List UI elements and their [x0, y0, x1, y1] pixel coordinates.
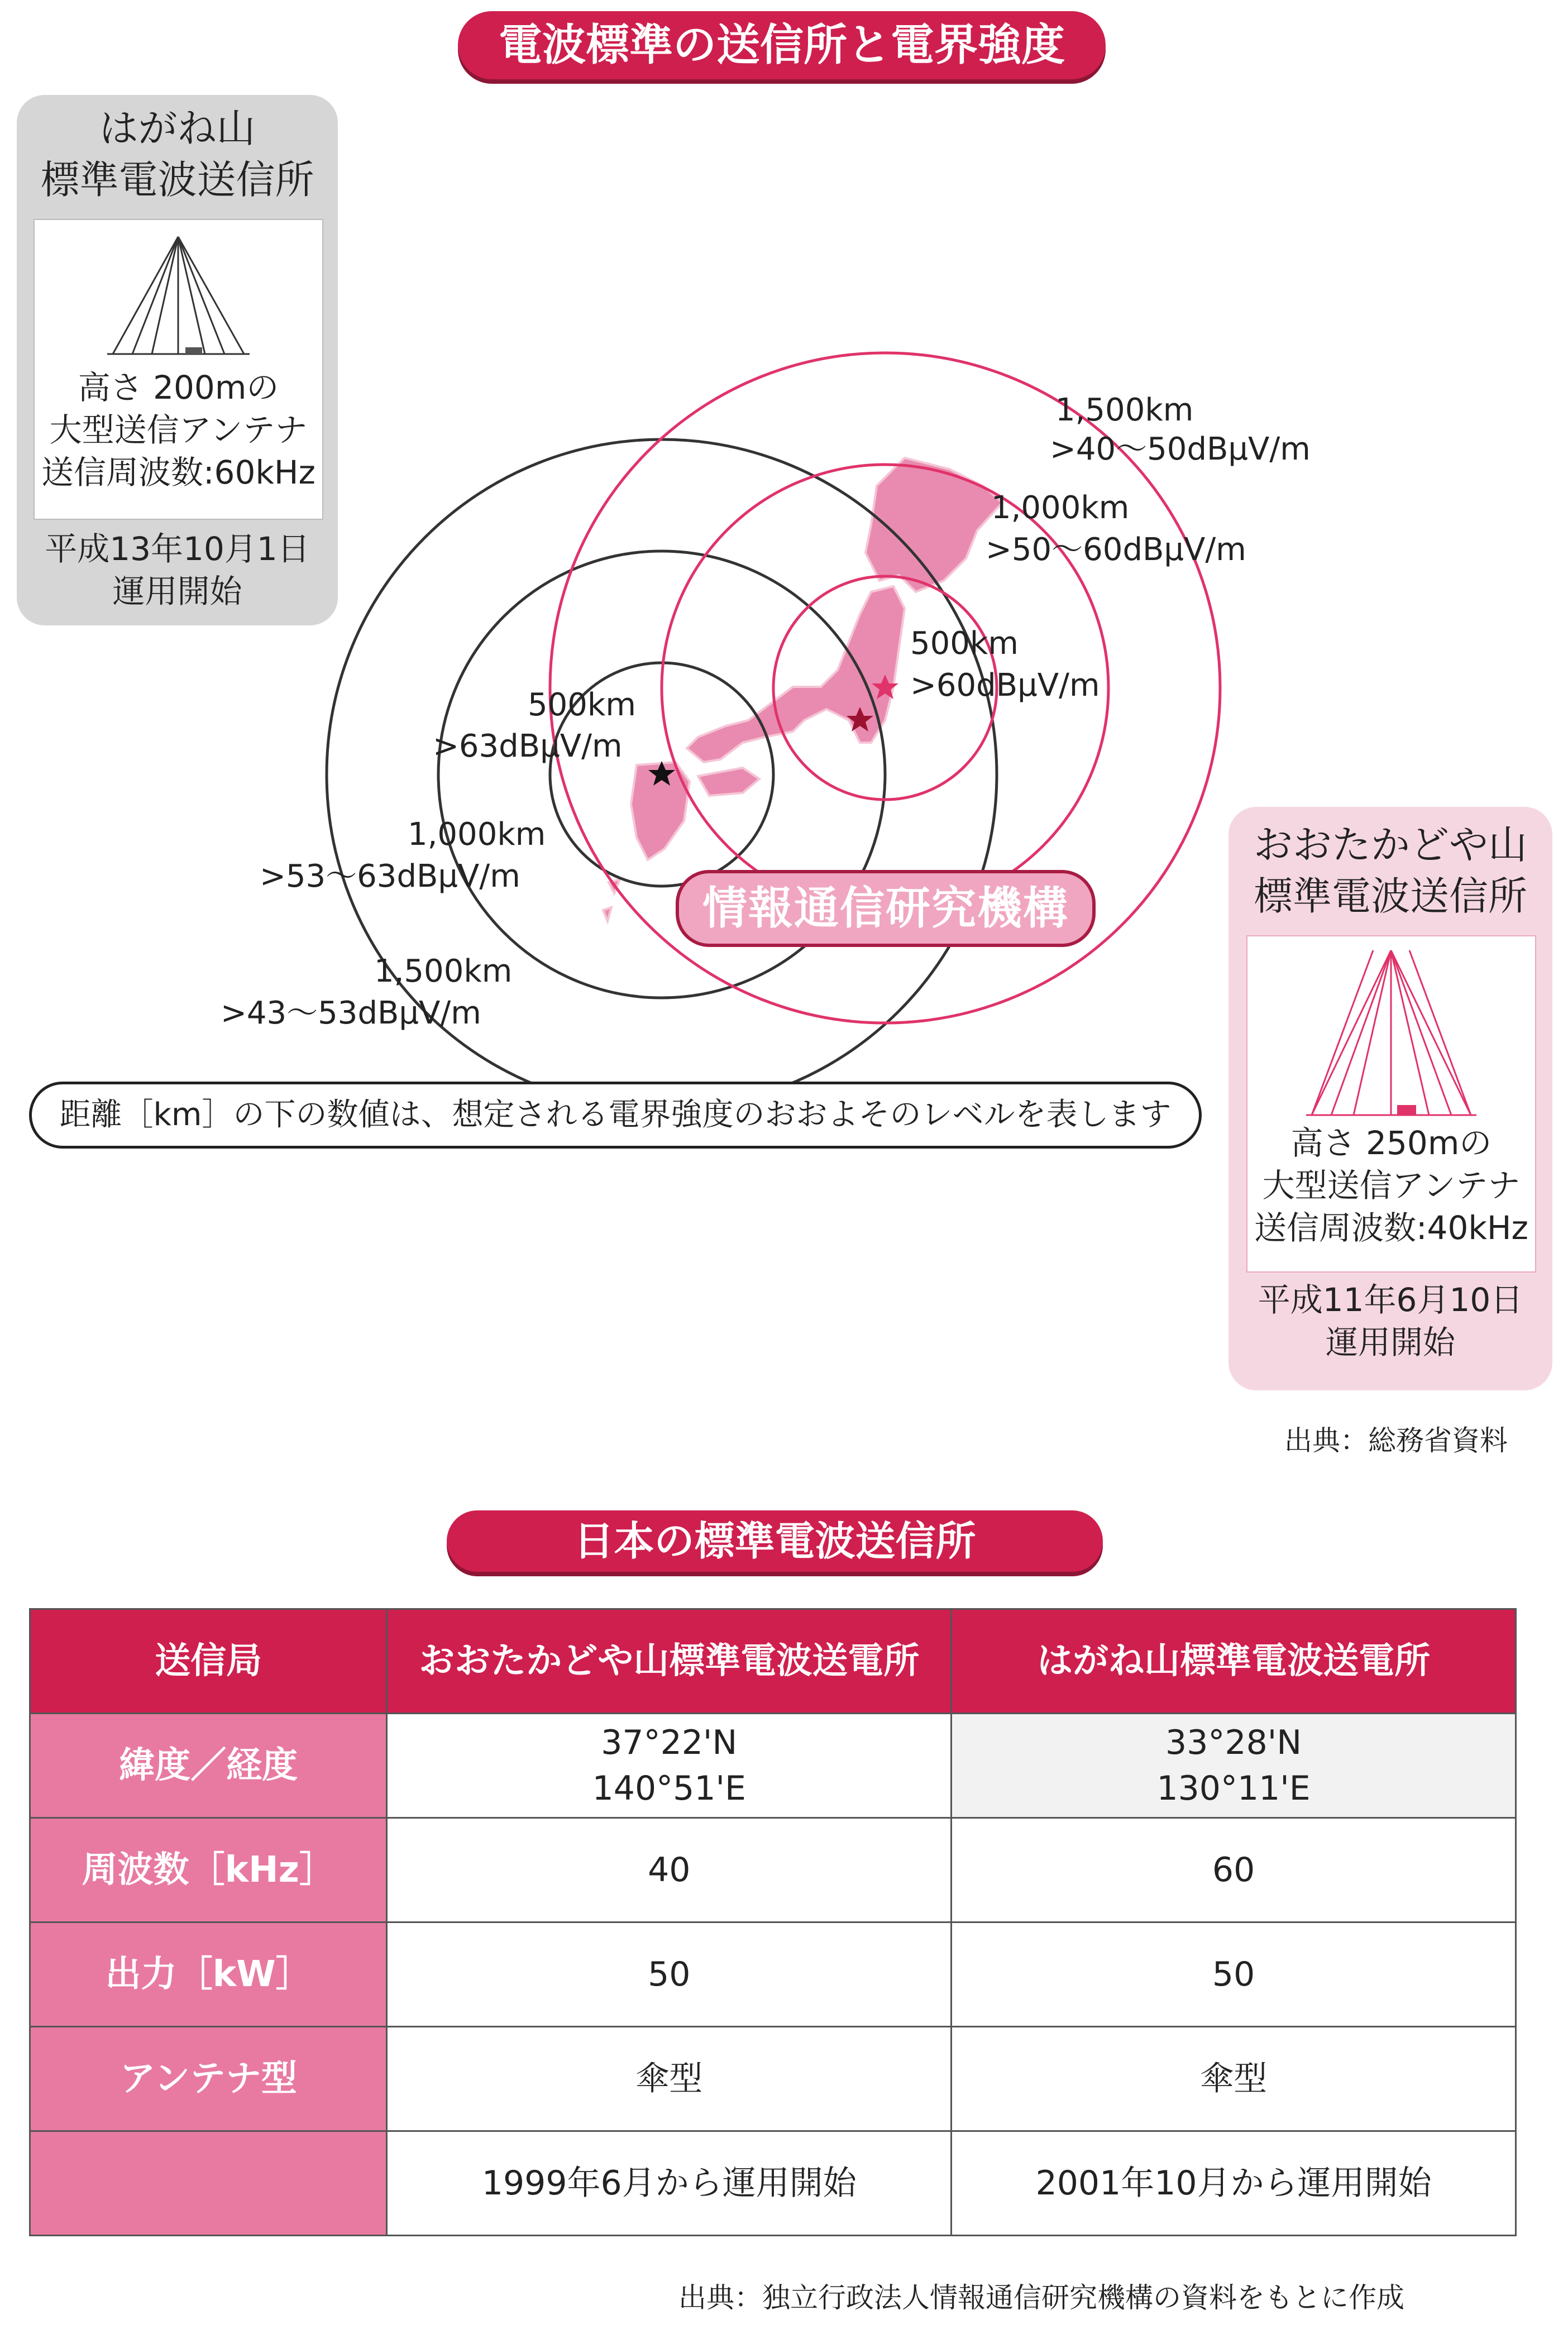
cell-text: 140°51'E: [592, 1769, 746, 1808]
east-label-1500-distance: 1,500km: [1055, 392, 1194, 428]
table-row: [30, 1922, 1516, 2027]
cell-text: 37°22'N: [601, 1723, 738, 1762]
west-label-1000-value: >53〜63dBμV/m: [260, 858, 520, 895]
cell-otakadoya-frequency: 40: [387, 1818, 952, 1922]
hagane-spec-line2: 大型送信アンテナ: [49, 411, 308, 449]
hagane-antenna-icon: [35, 220, 322, 360]
header-otakadoya: おおたかどや山標準電波送電所: [387, 1609, 952, 1714]
header-station: 送信局: [30, 1609, 387, 1714]
otakadoya-start-line2: 運用開始: [1325, 1323, 1455, 1361]
east-label-500-distance: 500km: [910, 625, 1019, 662]
shikoku-shape: [698, 768, 759, 796]
cell-hagane-latlon: [952, 1714, 1516, 1818]
table-title: 日本の標準電波送信所: [447, 1510, 1103, 1572]
table-row: [30, 1818, 1516, 1922]
cell-otakadoya-start: 1999年6月から運用開始: [387, 2131, 952, 2236]
row-label-frequency: 周波数［kHz］: [30, 1818, 387, 1922]
cell-text: 130°11'E: [1156, 1769, 1311, 1808]
table-header-row: [30, 1609, 1516, 1714]
hagane-name-line1: はがね山: [99, 106, 256, 151]
table-row: [30, 1714, 1516, 1818]
cell-text: 33°28'N: [1165, 1723, 1302, 1762]
okinawa-shape: [603, 879, 620, 921]
row-label-start: [30, 2131, 387, 2236]
cell-hagane-output: 50: [952, 1922, 1516, 2027]
row-label-output: 出力［kW］: [30, 1922, 387, 2027]
field-strength-note: 距離［km］の下の数値は、想定される電界強度のおおよそのレベルを表します: [29, 1082, 1202, 1149]
otakadoya-spec-line1: 高さ 250mの: [1290, 1124, 1492, 1162]
cell-otakadoya-antenna: 傘型: [387, 2027, 952, 2131]
cell-hagane-antenna: 傘型: [952, 2027, 1516, 2131]
station-table: [29, 1608, 1517, 2236]
otakadoya-name-line1: おおたかどや山: [1254, 822, 1527, 868]
cell-otakadoya-latlon: [387, 1714, 952, 1818]
otakadoya-start-line1: 平成11年6月10日: [1258, 1281, 1523, 1319]
hagane-spec-line3: 送信周波数:60kHz: [41, 453, 315, 491]
west-label-500-distance: 500km: [528, 687, 636, 723]
diagram-source: 出典：総務省資料: [1284, 1424, 1508, 1457]
west-label-1000-distance: 1,000km: [408, 816, 546, 853]
east-label-1000-value: >50〜60dBμV/m: [986, 532, 1246, 568]
otakadoya-name-line2: 標準電波送信所: [1254, 873, 1527, 919]
hagane-start-line1: 平成13年10月1日: [45, 530, 310, 568]
cell-otakadoya-output: 50: [387, 1922, 952, 2027]
west-label-1500-distance: 1,500km: [374, 953, 513, 989]
east-label-1000-distance: 1,000km: [991, 490, 1130, 526]
honshu-shape: [687, 586, 905, 762]
west-label-1500-value: >43〜53dBμV/m: [221, 995, 481, 1031]
table-row: [30, 2131, 1516, 2236]
hagane-name-line2: 標準電波送信所: [40, 157, 314, 203]
otakadoya-station-card: [1228, 807, 1552, 1390]
west-label-500-value: >63dBμV/m: [433, 728, 623, 764]
hagane-start-line2: 運用開始: [112, 572, 242, 610]
table-source: 出典：独立行政法人情報通信研究機構の資料をもとに作成: [678, 2282, 1404, 2314]
east-label-500-value: >60dBμV/m: [910, 667, 1100, 704]
hagane-antenna-panel: [34, 219, 323, 520]
row-label-latlon: 緯度／経度: [30, 1714, 387, 1818]
row-label-antenna: アンテナ型: [30, 2027, 387, 2131]
cell-hagane-frequency: 60: [952, 1818, 1516, 1922]
diagram-title: 電波標準の送信所と電界強度: [458, 11, 1106, 79]
nict-label: 情報通信研究機構: [676, 870, 1096, 947]
otakadoya-antenna-icon: [1247, 936, 1535, 1121]
cell-hagane-start: 2001年10月から運用開始: [952, 2131, 1516, 2236]
hagane-spec-line1: 高さ 200mの: [78, 369, 279, 406]
header-hagane: はがね山標準電波送電所: [952, 1609, 1516, 1714]
otakadoya-spec-line2: 大型送信アンテナ: [1262, 1166, 1521, 1204]
otakadoya-spec-line3: 送信周波数:40kHz: [1254, 1209, 1528, 1247]
east-label-1500-value: >40〜50dBμV/m: [1050, 431, 1311, 467]
hagane-station-card: [17, 95, 338, 625]
otakadoya-antenna-panel: [1246, 935, 1536, 1273]
table-row: [30, 2027, 1516, 2131]
